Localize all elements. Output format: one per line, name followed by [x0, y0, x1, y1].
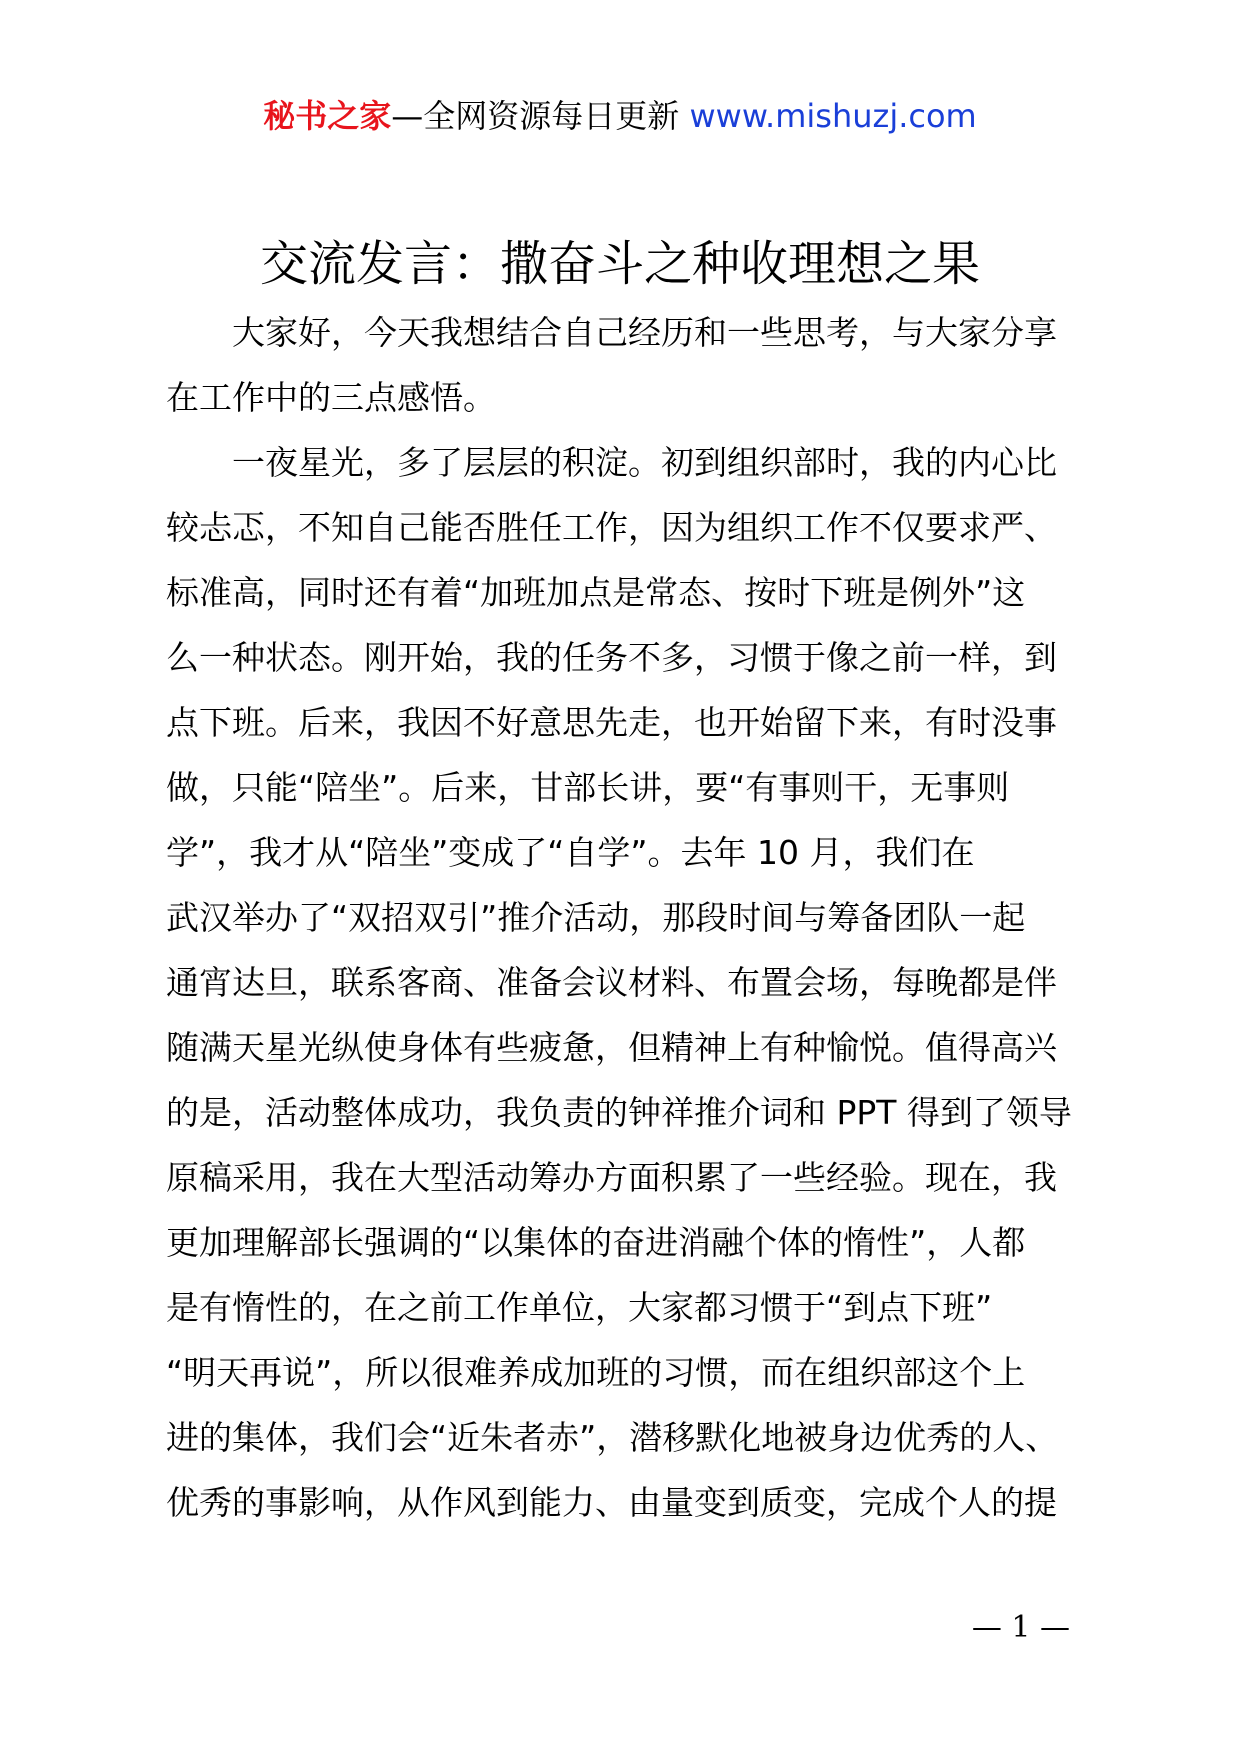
page-number: — 1 —	[971, 1610, 1070, 1645]
body-line: 在工作中的三点感悟。	[166, 378, 496, 417]
body-line: 标准高，同时还有着“加班加点是常态、按时下班是例外”这	[166, 573, 1026, 612]
body-line: 通宵达旦，联系客商、准备会议材料、布置会场，每晚都是伴	[166, 963, 1057, 1002]
site-slogan: —全网资源每日更新	[391, 97, 680, 135]
body-line: 做，只能“陪坐”。后来，甘部长讲，要“有事则干，无事则	[166, 768, 1010, 807]
site-url[interactable]: www.mishuzj.com	[689, 97, 977, 135]
body-line: 进的集体，我们会“近朱者赤”，潜移默化地被身边优秀的人、	[166, 1418, 1059, 1457]
site-brand: 秘书之家	[263, 97, 392, 135]
body-line: “明天再说”，所以很难养成加班的习惯，而在组织部这个上	[166, 1353, 1026, 1392]
body-line: 较忐忑，不知自己能否胜任工作，因为组织工作不仅要求严、	[166, 508, 1057, 547]
body-line: 武汉举办了“双招双引”推介活动，那段时间与筹备团队一起	[166, 898, 1026, 937]
site-header-banner	[0, 96, 1240, 136]
body-line: 是有惰性的，在之前工作单位，大家都习惯于“到点下班”	[166, 1288, 993, 1327]
body-line: 点下班。后来，我因不好意思先走，也开始留下来，有时没事	[166, 703, 1057, 742]
body-line: 的是，活动整体成功，我负责的钟祥推介词和 PPT 得到了领导	[166, 1093, 1072, 1132]
document-title: 交流发言：撒奋斗之种收理想之果	[259, 236, 980, 292]
document-body	[166, 300, 1106, 1535]
body-line: 么一种状态。刚开始，我的任务不多，习惯于像之前一样，到	[166, 638, 1057, 677]
body-line: 一夜星光，多了层层的积淀。初到组织部时，我的内心比	[232, 443, 1057, 482]
body-line: 随满天星光纵使身体有些疲惫，但精神上有种愉悦。值得高兴	[166, 1028, 1057, 1067]
body-line: 优秀的事影响，从作风到能力、由量变到质变，完成个人的提	[166, 1483, 1057, 1522]
body-line: 大家好，今天我想结合自己经历和一些思考，与大家分享	[232, 313, 1057, 352]
body-line: 学”，我才从“陪坐”变成了“自学”。去年 10 月，我们在	[166, 833, 975, 872]
body-line: 更加理解部长强调的“以集体的奋进消融个体的惰性”，人都	[166, 1223, 1026, 1262]
body-line: 原稿采用，我在大型活动筹办方面积累了一些经验。现在，我	[166, 1158, 1057, 1197]
